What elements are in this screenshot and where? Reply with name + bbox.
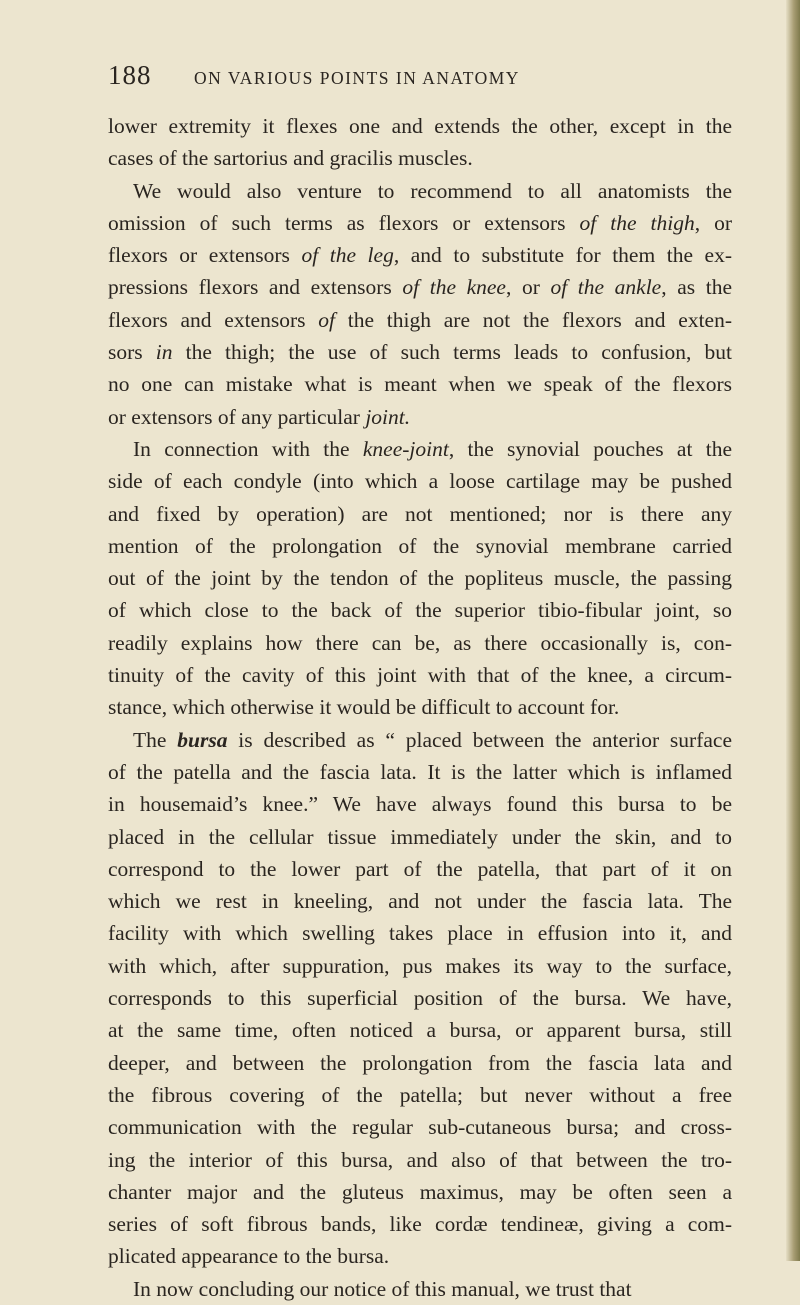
text-line	[108, 336, 732, 368]
text-line	[108, 788, 732, 820]
italic-text: of the leg	[301, 243, 394, 268]
text-line	[108, 756, 732, 788]
text-segment: facility with which swelling takes place in effusion into it, and	[108, 921, 732, 946]
text-segment: which we rest in kneeling, and not under the fascia lata. The	[108, 889, 732, 914]
italic-text: of the knee	[402, 275, 506, 300]
italic-text: bursa	[177, 727, 228, 752]
text-line	[108, 853, 732, 885]
text-segment: ing the interior of this bursa, and also of that between the tro-	[108, 1147, 732, 1172]
text-segment: readily explains how there can be, as there occasionally is, con-	[108, 630, 732, 655]
text-line	[108, 1047, 732, 1079]
text-segment: We would also venture to recommend to all anatomists the	[133, 178, 732, 203]
text-segment: mention of the prolongation of the synovial membrane carried	[108, 533, 732, 558]
text-line	[108, 1014, 732, 1046]
text-line	[108, 1111, 732, 1143]
text-segment: in housemaid’s knee.” We have always found this bursa to be	[108, 792, 732, 817]
text-line	[108, 304, 732, 336]
text-segment: the thigh are not the flexors and exten-	[334, 307, 732, 332]
text-segment: , or	[694, 210, 732, 235]
text-segment: no one can mistake what is meant when we speak of the flexors	[108, 372, 732, 397]
text-segment: In now concluding our notice of this manual, we trust that	[133, 1276, 632, 1301]
italic-text: of the ankle	[550, 275, 662, 300]
text-segment: flexors or extensors	[108, 243, 302, 268]
text-segment: or extensors of any particular	[108, 404, 366, 429]
text-segment: The	[133, 727, 178, 752]
page-header	[108, 60, 732, 96]
text-line	[108, 562, 732, 594]
text-line	[108, 1176, 732, 1208]
text-segment: the fibrous covering of the patella; but never without a free	[108, 1082, 732, 1107]
text-line	[108, 401, 732, 433]
text-segment: of which close to the back of the superior tibio-fibular joint, so	[108, 598, 732, 623]
text-segment: at the same time, often noticed a bursa, or apparent bursa, still	[108, 1018, 732, 1043]
text-line	[108, 821, 732, 853]
text-segment: , or	[505, 275, 551, 300]
text-line	[108, 1240, 732, 1272]
text-line	[108, 659, 732, 691]
text-segment: placed in the cellular tissue immediately under the skin, and to	[108, 824, 732, 849]
text-segment: out of the joint by the tendon of the popliteus muscle, the passing	[108, 566, 732, 591]
text-segment: communication with the regular sub-cutaneous bursa; and cross-	[108, 1115, 732, 1140]
text-line	[108, 433, 732, 465]
body-text	[108, 110, 732, 1305]
text-segment: omission of such terms as flexors or extensors	[108, 210, 580, 235]
text-line	[108, 1144, 732, 1176]
text-line	[108, 142, 732, 174]
text-segment: lower extremity it flexes one and extends the other, except in the	[108, 114, 732, 138]
text-segment: flexors and extensors	[108, 307, 319, 332]
text-line	[108, 239, 732, 271]
text-segment: corresponds to this superficial position of the bursa. We have,	[108, 986, 732, 1011]
text-segment: stance, which otherwise it would be difficult to account for.	[108, 695, 620, 720]
text-line	[108, 530, 732, 562]
italic-text: knee-joint	[362, 436, 449, 461]
italic-text: of the thigh	[579, 210, 695, 235]
text-line	[108, 627, 732, 659]
text-line	[108, 950, 732, 982]
text-segment: pressions flexors and extensors	[108, 275, 403, 300]
running-head: ON VARIOUS POINTS IN ANATOMY	[194, 68, 520, 88]
text-segment: chanter major and the gluteus maximus, may be often seen a	[108, 1179, 732, 1204]
text-segment: , the synovial pouches at the	[448, 436, 732, 461]
italic-text: joint.	[365, 404, 411, 429]
text-segment: , as the	[661, 275, 732, 300]
text-line	[108, 594, 732, 626]
text-segment: sors	[108, 340, 156, 365]
text-line	[108, 110, 732, 142]
text-segment: , and to substitute for them the ex-	[393, 243, 732, 268]
text-segment: series of soft fibrous bands, like cordæ tendineæ, giving a com-	[108, 1212, 732, 1237]
text-line	[108, 885, 732, 917]
text-line	[108, 1208, 732, 1240]
text-line	[108, 724, 732, 756]
italic-text: in	[155, 340, 173, 365]
page-number: 188	[108, 60, 152, 90]
text-line	[108, 207, 732, 239]
page-edge-shadow	[786, 0, 800, 1261]
text-segment: with which, after suppuration, pus makes its way to the surface,	[108, 953, 732, 978]
text-line	[108, 175, 732, 207]
text-segment: side of each condyle (into which a loose cartilage may be pushed	[108, 469, 732, 494]
text-line	[108, 982, 732, 1014]
text-line	[108, 1079, 732, 1111]
text-line	[108, 465, 732, 497]
text-line	[108, 498, 732, 530]
text-segment: and fixed by operation) are not mentioned; nor is there any	[108, 501, 732, 526]
text-line	[108, 1273, 732, 1305]
text-line	[108, 917, 732, 949]
text-segment: tinuity of the cavity of this joint with that of the knee, a circum-	[108, 663, 732, 688]
text-line	[108, 691, 732, 723]
text-segment: is described as “ placed between the anterior surface	[227, 727, 732, 752]
text-segment: cases of the sartorius and gracilis muscles.	[108, 146, 473, 171]
text-segment: correspond to the lower part of the patella, that part of it on	[108, 856, 732, 881]
text-segment: plicated appearance to the bursa.	[108, 1244, 390, 1269]
text-segment: deeper, and between the prolongation from the fascia lata and	[108, 1050, 732, 1075]
text-line	[108, 368, 732, 400]
text-segment: In connection with the	[133, 436, 363, 461]
text-segment: of the patella and the fascia lata. It is the latter which is inflamed	[108, 759, 732, 784]
text-line	[108, 271, 732, 303]
text-segment: the thigh; the use of such terms leads to confusion, but	[172, 340, 732, 365]
italic-text: of	[318, 307, 335, 332]
